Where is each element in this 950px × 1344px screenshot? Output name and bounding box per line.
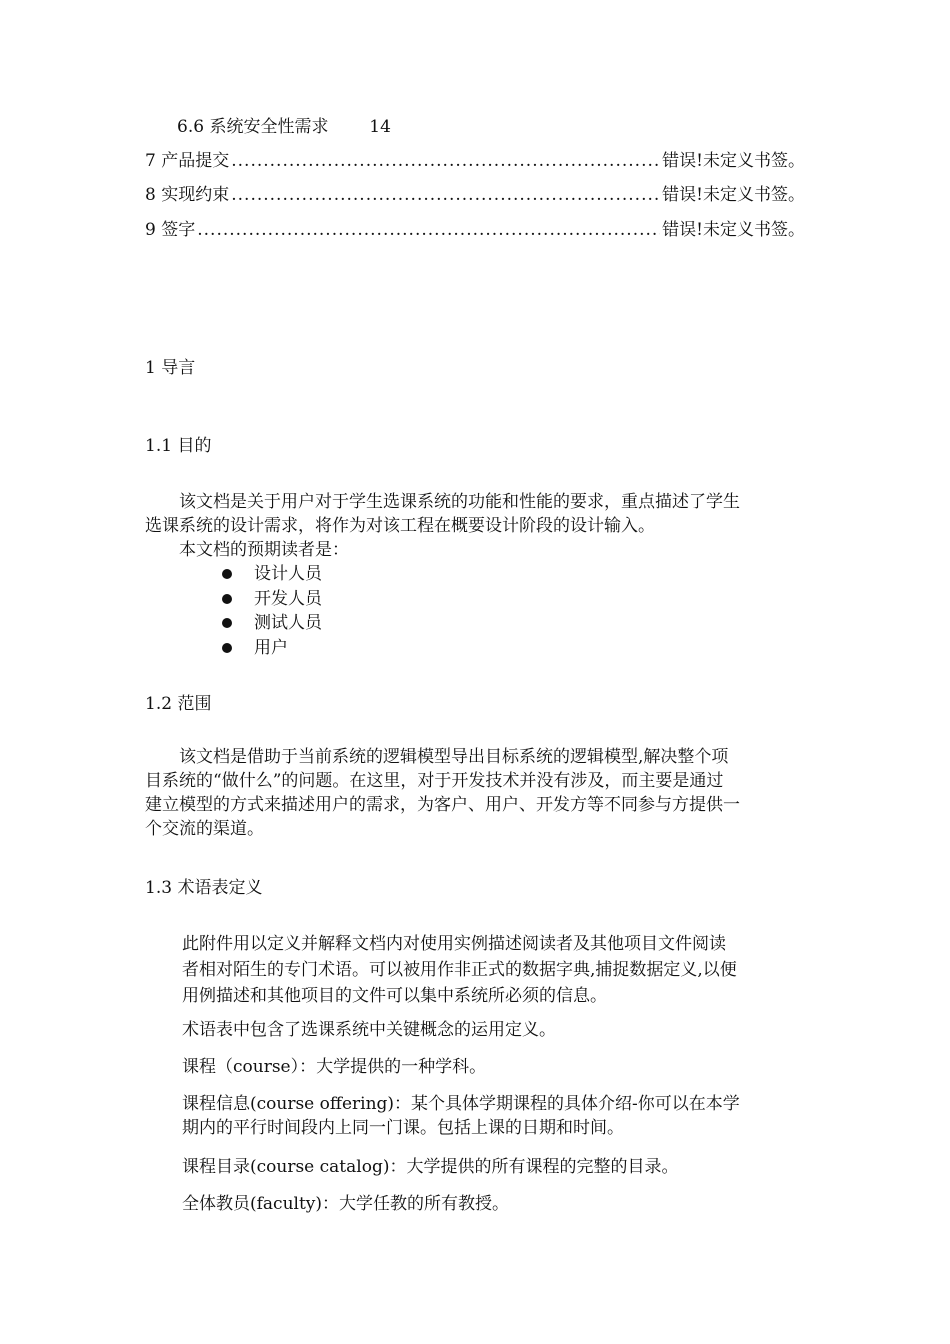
toc-leader-dots: [231, 150, 660, 172]
bullet-icon: [222, 643, 232, 653]
glossary-term-faculty: 全体教员(faculty)：大学任教的所有教授。: [182, 1194, 510, 1214]
glossary-intro: [182, 932, 812, 1008]
glossary-term-course: 课程（course）：大学提供的一种学科。: [182, 1057, 487, 1077]
scope-paragraph: [145, 745, 815, 841]
heading-introduction: 1 导言: [145, 358, 196, 378]
list-item: [222, 563, 322, 585]
list-item: [222, 612, 322, 634]
bullet-icon: [222, 569, 232, 579]
bullet-icon: [222, 618, 232, 628]
toc-item-9[interactable]: [145, 219, 805, 241]
heading-scope: 1.2 范围: [145, 694, 212, 714]
text-line: 本文档的预期读者是：: [179, 540, 349, 560]
text-line: 者相对陌生的专门术语。可以被用作非正式的数据字典,捕捉数据定义,以便: [182, 960, 737, 980]
toc-item-page: 错误!未定义书签。: [662, 220, 805, 240]
text-line: 此附件用以定义并解释文档内对使用实例描述阅读者及其他项目文件阅读: [182, 934, 726, 954]
toc-item-page: 错误!未定义书签。: [662, 185, 805, 205]
list-item: [222, 637, 288, 659]
text-line: 课程信息(course offering)：某个具体学期课程的具体介绍-你可以在本学: [182, 1094, 740, 1114]
text-line: 该文档是借助于当前系统的逻辑模型导出目标系统的逻辑模型,解决整个项: [179, 747, 729, 767]
heading-glossary: 1.3 术语表定义: [145, 878, 263, 898]
text-line: 用例描述和其他项目的文件可以集中系统所必须的信息。: [182, 986, 607, 1006]
text-line: 建立模型的方式来描述用户的需求，为客户、用户、开发方等不同参与方提供一: [145, 795, 740, 815]
list-item-text: 测试人员: [254, 613, 322, 633]
list-item: [222, 588, 322, 610]
text-line: 选课系统的设计需求，将作为对该工程在概要设计阶段的设计输入。: [145, 516, 655, 536]
toc-item-label: 9 签字: [145, 220, 196, 240]
list-item-text: 开发人员: [254, 589, 322, 609]
text-line: 该文档是关于用户对于学生选课系统的功能和性能的要求，重点描述了学生: [179, 492, 740, 512]
toc-item-page: 14: [369, 117, 391, 137]
toc-item-8[interactable]: [145, 184, 805, 206]
toc-item-7[interactable]: [145, 150, 805, 172]
bullet-icon: [222, 594, 232, 604]
list-item-text: 设计人员: [254, 564, 322, 584]
toc-item-label: 8 实现约束: [145, 185, 230, 205]
glossary-summary: 术语表中包含了选课系统中关键概念的运用定义。: [182, 1020, 556, 1040]
glossary-term-catalog: 课程目录(course catalog)：大学提供的所有课程的完整的目录。: [182, 1157, 679, 1177]
toc-item-label: 6.6 系统安全性需求: [177, 117, 329, 137]
purpose-paragraph: [145, 490, 815, 562]
glossary-term-offering: [182, 1092, 812, 1140]
toc-item-label: 7 产品提交: [145, 151, 230, 171]
toc-leader-dots: [231, 184, 660, 206]
toc-leader-dots: [197, 219, 660, 241]
toc-item-6-6[interactable]: [177, 116, 391, 138]
text-line: 目系统的“做什么”的问题。在这里，对于开发技术并没有涉及，而主要是通过: [145, 771, 724, 791]
list-item-text: 用户: [254, 638, 288, 658]
text-line: 个交流的渠道。: [145, 819, 264, 839]
text-line: 期内的平行时间段内上同一门课。包括上课的日期和时间。: [182, 1118, 624, 1138]
heading-purpose: 1.1 目的: [145, 436, 212, 456]
toc-item-page: 错误!未定义书签。: [662, 151, 805, 171]
